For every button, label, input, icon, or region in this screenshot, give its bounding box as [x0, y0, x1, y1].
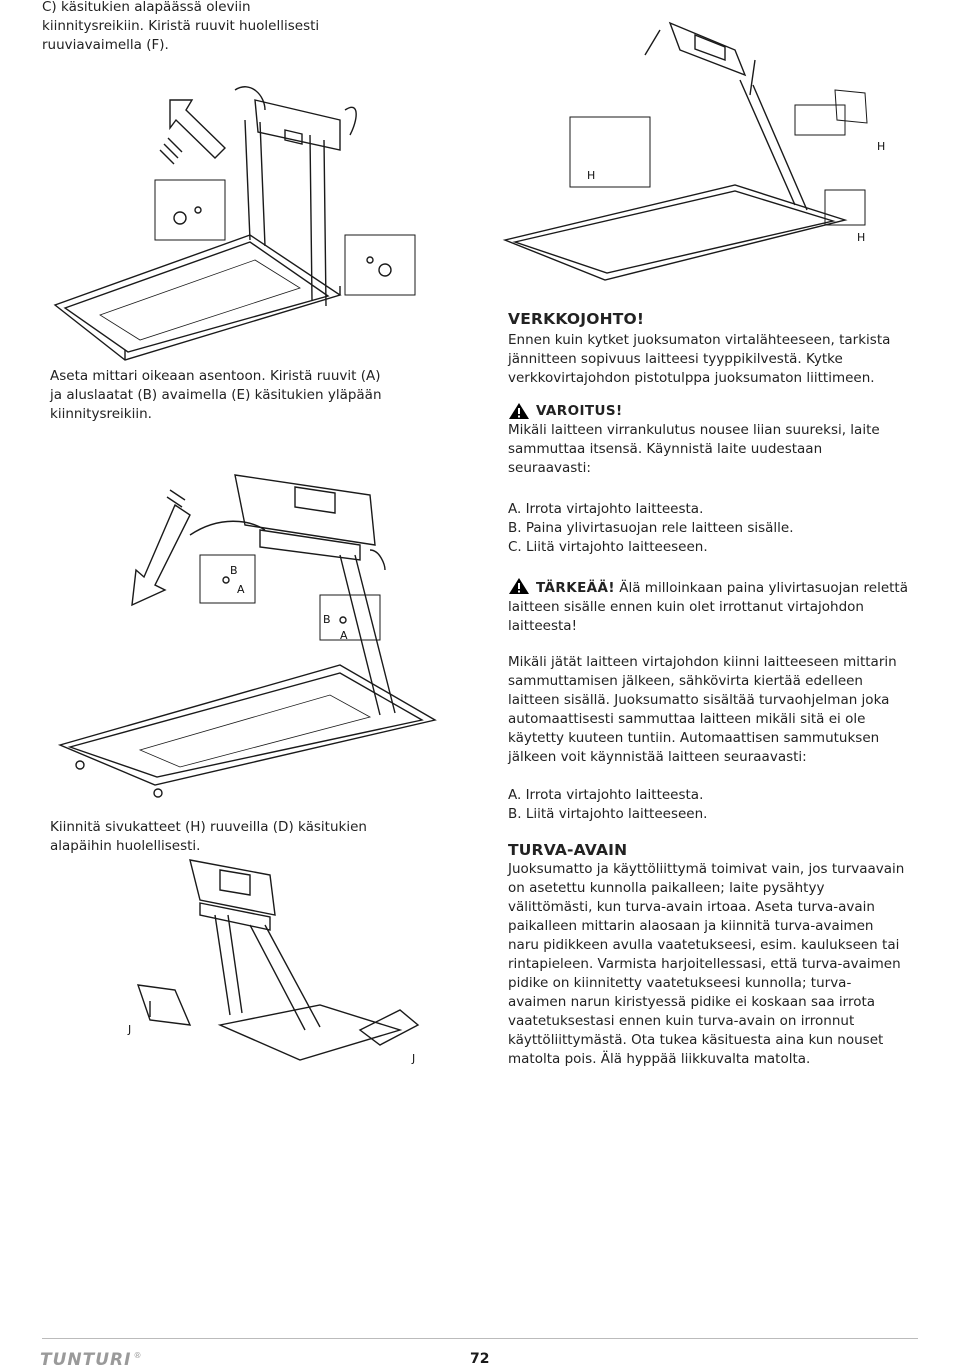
- power-intro: Ennen kuin kytket juoksumaton virtalähteeseen, tarkista jännitteen sopivuus laitteesi tyyppikilvestä. Kytke verkkovirtajohdon pistotulppa juoksumaton liittimeen.: [508, 332, 891, 386]
- power-step-a: A. Irrota virtajohto laitteesta.: [508, 501, 704, 517]
- auto-off-text: Mikäli jätät laitteen virtajohdon kiinni laitteeseen mittarin sammuttamisen jälkeen, sähkövirta kiertää edelleen laitteen sisällä. Juoksumatto sisältää turvaohjelman joka automaattisesti sammuttaa laitteen mikäli sitä ei ole käytetty kuuteen tuntiin. Automaattisen sammutuksen jälkeen voit käynnistää laitteen seuraavasti:: [508, 654, 897, 765]
- warning-text: Mikäli laitteen virrankulutus nousee liian suureksi, laite sammuttaa itsensä. Käynnistä laite uudestaan seuraavasti:: [508, 422, 880, 476]
- treadmill-side-cover-figure: [495, 5, 915, 305]
- power-step-b: B. Paina ylivirtasuojan rele laitteen sisälle.: [508, 520, 794, 536]
- power-section: [508, 310, 908, 1069]
- power-steps: [508, 500, 908, 557]
- warning-title: VAROITUS!: [536, 403, 623, 419]
- label-h-3: H: [857, 231, 866, 244]
- label-j-2: J: [412, 1052, 416, 1065]
- restart-steps: [508, 786, 908, 824]
- treadmill-cover-j-figure: [120, 855, 450, 1075]
- warning-block: [508, 402, 908, 421]
- warning-icon: [508, 402, 530, 420]
- important-text: Älä milloinkaan paina ylivirtasuojan relettä laitteen sisälle ennen kuin olet irrottanut virtajohdon laitteesta!: [508, 580, 908, 634]
- tunturi-logo: [40, 1350, 142, 1370]
- power-heading: VERKKOJOHTO!: [508, 310, 645, 328]
- page-number: 72: [470, 1351, 490, 1367]
- label-b-1: B: [230, 564, 238, 577]
- treadmill-handrail-figure: [40, 60, 480, 370]
- label-b-2: B: [323, 613, 331, 626]
- label-a-2: A: [340, 629, 348, 642]
- label-h-1: H: [587, 169, 596, 182]
- restart-step-b: B. Liitä virtajohto laitteeseen.: [508, 806, 708, 822]
- important-block: [508, 577, 908, 636]
- restart-step-a: A. Irrota virtajohto laitteesta.: [508, 787, 704, 803]
- label-h-2: H: [877, 140, 886, 153]
- important-title: TÄRKEÄÄ!: [536, 580, 615, 596]
- safety-key-heading: TURVA-AVAIN: [508, 841, 628, 859]
- warning-icon: [508, 577, 530, 595]
- treadmill-console-figure: [40, 455, 450, 805]
- power-step-c: C. Liitä virtajohto laitteeseen.: [508, 539, 708, 555]
- label-j-1: J: [128, 1023, 132, 1036]
- covers-text: Kiinnitä sivukatteet (H) ruuveilla (D) käsitukien alapäihin huolellisesti.: [50, 819, 367, 854]
- meter-text: Aseta mittari oikeaan asentoon. Kiristä ruuvit (A) ja aluslaatat (B) avaimella (E) käsitukien yläpään kiinnitysreikiin.: [50, 368, 382, 422]
- footer-divider: [42, 1338, 918, 1339]
- label-a-1: A: [237, 583, 245, 596]
- brand-text: TUNTURI: [40, 1350, 132, 1370]
- reg-mark: ®: [133, 1351, 143, 1361]
- step-c-text: C) käsitukien alapäässä oleviin kiinnitysreikiin. Kiristä ruuvit huolellisesti ruuviavaimella (F).: [42, 0, 320, 53]
- safety-key-text: Juoksumatto ja käyttöliittymä toimivat vain, jos turvaavain on asetettu kunnolla paikalleen; laite pysähtyy välittömästi, kun turva-avain irtoaa. Aseta turva-avain paikalleen mittarin alaosaan ja kiinnitä turva-avaimen naru pidikkeen avulla vaatetukseesi, esim. kaulukseen tai rintapieleen. Varmista harjoitellessasi, että turva-avaimen pidike on kiinnitetty vaatetukseesi kunnolla; turva-avaimen narun kiristyessä pidike ei koskaan saa irrota vaatetuksestasi ennen kuin turva-avain on irronnut käyttöliittymästä. Ota tukea käsituesta aina kun nouset matolta pois. Älä hyppää liikkuvalta matolta.: [508, 861, 905, 1067]
